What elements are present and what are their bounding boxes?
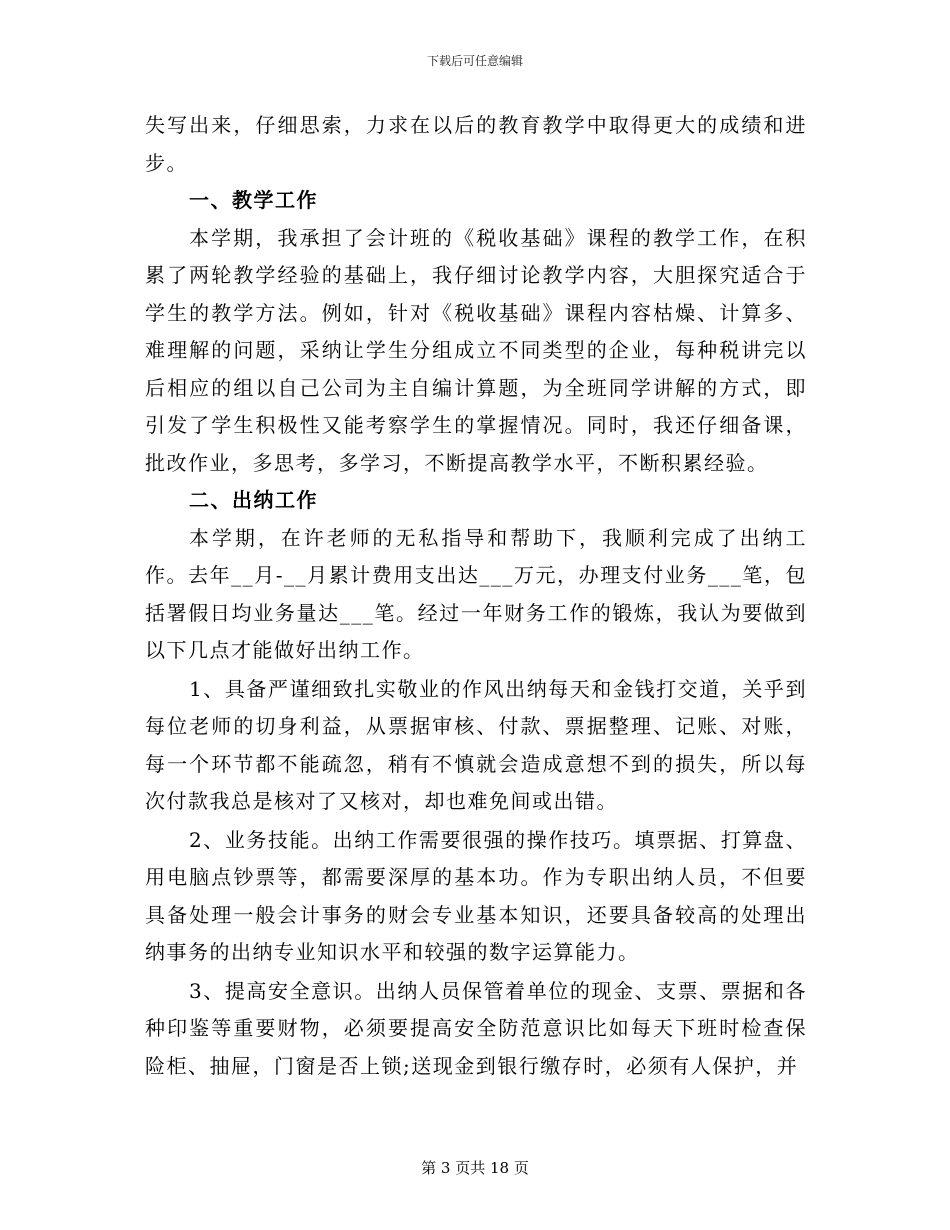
- intro-paragraph-tail: 失写出来，仔细思索，力求在以后的教育教学中取得更大的成绩和进步。: [145, 113, 807, 175]
- section-heading-cashier: 二、出纳工作: [189, 488, 318, 512]
- cashier-paragraph: 本学期，在许老师的无私指导和帮助下，我顺利完成了出纳工作。去年__月-__月累计费用支出达___万元，办理支付业务___笔，包括署假日均业务量达___笔。经过一年财务工作的锻炼，我认为要做到以下几点才能做好出纳工作。: [145, 525, 807, 662]
- page-number: 第 3 页共 18 页: [421, 1159, 529, 1177]
- point-2-paragraph: 2、业务技能。出纳工作需要很强的操作技巧。填票据、打算盘、用电脑点钞票等，都需要深厚的基本功。作为专职出纳人员，不但要具备处理一般会计事务的财会专业基本知识，还要具备较高的处理出纳事务的出纳专业知识水平和较强的数字运算能力。: [145, 827, 807, 964]
- teaching-paragraph: 本学期，我承担了会计班的《税收基础》课程的教学工作，在积累了两轮教学经验的基础上，我仔细讨论教学内容，大胆探究适合于学生的教学方法。例如，针对《税收基础》课程内容枯燥、计算多、难理解的问题，采纳让学生分组成立不同类型的企业，每种税讲完以后相应的组以自己公司为主自编计算题，为全班同学讲解的方式，即引发了学生积极性又能考察学生的掌握情况。同时，我还仔细备课，批改作业，多思考，多学习，不断提高教学水平，不断积累经验。: [145, 225, 807, 475]
- point-1-paragraph: 1、具备严谨细致扎实敬业的作风出纳每天和金钱打交道，关乎到每位老师的切身利益，从票据审核、付款、票据整理、记账、对账，每一个环节都不能疏忽，稍有不慎就会造成意想不到的损失，所以每次付款我总是核对了又核对，却也难免间或出错。: [145, 676, 807, 813]
- page-header-note: 下载后可任意编辑: [426, 54, 523, 68]
- point-3-paragraph: 3、提高安全意识。出纳人员保管着单位的现金、支票、票据和各种印鉴等重要财物，必须要提高安全防范意识比如每天下班时检查保险柜、抽屉，门窗是否上锁;送现金到银行缴存时，必须有人保护，并: [145, 978, 807, 1078]
- section-heading-teaching: 一、教学工作: [189, 188, 318, 212]
- document-body: [145, 107, 807, 1085]
